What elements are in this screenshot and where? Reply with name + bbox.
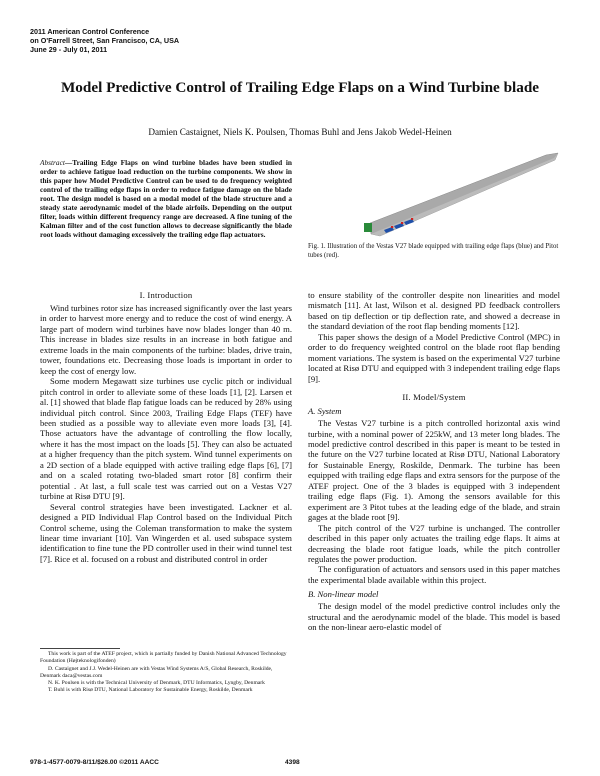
footnote-affiliation-dtu: N. K. Poulsen is with the Technical University of Denmark, DTU Informatics, Lyngby, Denmark <box>48 680 265 687</box>
nonlinear-paragraph-1: The design model of the model predictive control includes only the structural and the aerodynamic model of the blade. This model is based on the non-linear aero-elastic model of <box>308 601 560 633</box>
footnote-rule <box>40 648 120 649</box>
section-heading-model-system: II. Model/System <box>402 392 466 403</box>
left-column <box>40 290 292 564</box>
isbn-copyright: 978-1-4577-0079-8/11/$26.00 ©2011 AACC <box>30 759 159 766</box>
subsection-heading-nonlinear-model: B. Non-linear model <box>308 589 379 600</box>
intro-paragraph-3: Several control strategies have been investigated. Lackner et al. designed a PID Individual Flap Control based on the Individual Pitch Control scheme, using the Coleman transformation to make the system linear time invariant [10]. Van Wingerden et al. used subspace system identification to fine tune the PD controller used in their wind tunnel test [7]. Rice et al. focused on a robust and distributed control in order <box>40 501 292 564</box>
subsection-heading-system: A. System <box>308 406 342 417</box>
intro-paragraph-1: Wind turbines rotor size has increased significantly over the last years in order to harvest more energy and to reduce the cost of wind energy. A large part of modern wind turbines have now blades longer than 40 m. This increase in blades size results in an increase in both fatigue and extreme loads in the main components of the turbine: blades, drive train, tower, foundations etc. Decreasing those loads is important in order to keep the cost of energy low. <box>40 303 292 376</box>
intro-paragraph-3-continued: to ensure stability of the controller despite non linearities and model mismatch [11]. At last, Wilson et al. designed PD feedback controllers based on tip deflection or tip deflection rate, and showed a decrease in the standard deviation of the root flap bending moments [12]. <box>308 290 560 332</box>
footnote-affiliation-vestas: D. Castaignet and J.J. Wedel-Heinen are with Vestas Wind Systems A/S, Global Research, Roskilde, Denmark daca@vestas.com <box>40 665 273 679</box>
conference-header <box>30 27 179 54</box>
intro-paragraph-4: This paper shows the design of a Model Predictive Control (MPC) in order to do frequency weighted control on the blade root flap bending moment variations. The system is based on the experimental V27 turbine located at Risø DTU and equipped with 3 independent trailing edge flaps [9]. <box>308 331 560 384</box>
system-paragraph-2: The pitch control of the V27 turbine is unchanged. The controller described in this paper only actuates the trailing edge flaps. It aims at decreasing the blade root fatigue loads, while the pitch controller regulates the power production. <box>308 522 560 564</box>
footnote-funding: This work is part of the ATEF project, which is partially funded by Danish National Advanced Technology Foundation (Højteknologifonden) <box>40 651 287 665</box>
blade-hub <box>364 223 372 232</box>
abstract <box>40 158 292 239</box>
intro-paragraph-2: Some modern Megawatt size turbines use cyclic pitch or individual pitch control in order to alleviate some of these loads [1], [2]. Larsen et al. [1] showed that blade flap fatigue loads can be reduced by 28% using individual pitch control. Since 2003, Trailing Edge Flaps (TEF) have been studied as a possible way to alleviate even more loads [3], [4]. Those actuators have the advantage of controlling the flow locally, where it has the most impact on the loads [5]. They can also be actuated at a higher frequency than the pitch system. Wind tunnel experiments on a 2D section of a blade equipped with active trailing edge flaps [6], [7] and on a scaled rotating two-bladed smart rotor [8] confirm their potential . At last, a full scale test was carried out on a Vestas V27 turbine at Risø DTU [9]. <box>40 376 292 502</box>
footnotes <box>40 651 292 695</box>
abstract-text: —Trailing Edge Flaps on wind turbine blades have been studied in order to achieve fatigue load reduction on the turbine components. We show in this paper how Model Predictive Control can be used to do frequency weighted control of the trailing edge flaps in order to reduce fatigue damage on the blade root. The design model is based on a modal model of the blade structure and a steady state aerodynamic model of the blade airfoils. Depending on the output filter, loads within different frequency range are decreased. A fine tuning of the Kalman filter and of the cost function allows to decrease significantly the blade root loads without damaging excessively the trailing edge flap actuators. <box>40 158 292 240</box>
paper-title: Model Predictive Control of Trailing Edge Flaps on a Wind Turbine blade <box>60 79 540 96</box>
right-column <box>308 290 560 633</box>
footnote-affiliation-riso: T. Buhl is with Risø DTU, National Laboratory for Sustainable Energy, Roskilde, Denmark <box>48 687 253 694</box>
paper-authors: Damien Castaignet, Niels K. Poulsen, Thomas Buhl and Jens Jakob Wedel-Heinen <box>148 127 452 137</box>
pitot-tube-3 <box>411 218 413 220</box>
conference-name: 2011 American Control Conference <box>30 27 150 36</box>
pitot-tube-2 <box>401 222 403 224</box>
system-paragraph-3: The configuration of actuators and sensors used in this paper matches the experimental blade available within this project. <box>308 564 560 585</box>
conference-dates: June 29 - July 01, 2011 <box>30 45 108 54</box>
page-number: 4398 <box>285 759 300 766</box>
pitot-tube-1 <box>391 226 393 228</box>
section-heading-introduction: I. Introduction <box>139 290 193 300</box>
conference-venue: on O'Farrell Street, San Francisco, CA, USA <box>30 36 180 45</box>
figure-caption: Fig. 1. Illustration of the Vestas V27 blade equipped with trailing edge flaps (blue) and Pitot tubes (red). <box>308 243 559 259</box>
blade-figure <box>308 150 560 258</box>
abstract-lead: Abstract <box>40 158 65 167</box>
system-paragraph-1: The Vestas V27 turbine is a pitch controlled horizontal axis wind turbine, with a nominal power of 225kW, and 13 meter long blades. The model predictive control described in this paper is meant to be tested in the future on the V27 turbine located at Risø DTU, National Laboratory for Sustainable Energy, Roskilde, Denmark. The turbine has been equipped with trailing edge flaps and extra sensors for the purpose of the ATEF project. One of the 3 blades is equipped with 3 independent trailing edge flaps (Fig. 1). Among the sensors available for this experiment are 3 Pitot tubes at the leading edge of the blade, and strain gages at the blade root [9]. <box>308 418 560 523</box>
